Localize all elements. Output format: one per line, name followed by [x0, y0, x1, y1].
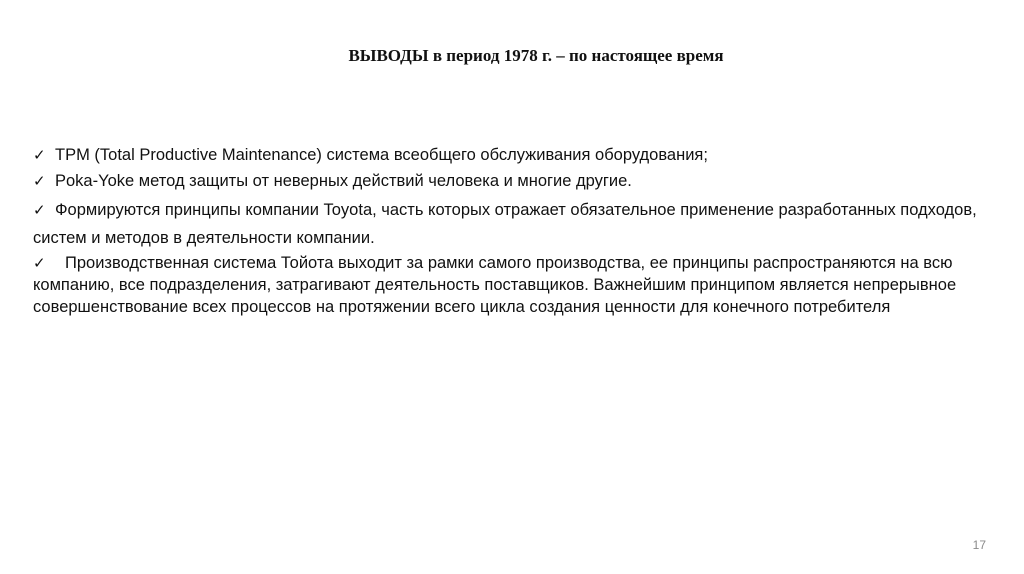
checkmark-icon: ✓: [33, 201, 46, 219]
bullet-text: Формируются принципы компании Toyota, часть которых отражает обязательное применение разработанных подходов, систем и методов в деятельности компании.: [33, 201, 977, 247]
page-number: 17: [972, 538, 986, 552]
bullet-item: [33, 170, 993, 193]
bullet-text: Производственная система Тойота выходит за рамки самого производства, ее принципы распространяются на всю компанию, все подразделения, затрагивают деятельность поставщиков. Важнейшим принципом является непрерывное совершенствование всех процессов на протяжении всего цикла создания ценности для конечного потребителя: [33, 254, 957, 316]
slide-title-rest: в период 1978 г. – по настоящее время: [428, 46, 724, 65]
checkmark-icon: ✓: [33, 172, 46, 190]
checkmark-icon: ✓: [33, 254, 46, 272]
slide-title: [0, 46, 1024, 66]
bullet-text: TPM (Total Productive Maintenance) система всеобщего обслуживания оборудования;: [55, 146, 708, 164]
bullet-item: [33, 252, 993, 318]
bullet-item: [33, 196, 993, 252]
bullet-text: Poka-Yoke метод защиты от неверных действий человека и многие другие.: [55, 172, 632, 190]
slide-title-bold: ВЫВОДЫ: [348, 46, 429, 65]
bullet-item: [33, 144, 993, 167]
bullet-list: [33, 144, 993, 318]
checkmark-icon: ✓: [33, 146, 46, 164]
